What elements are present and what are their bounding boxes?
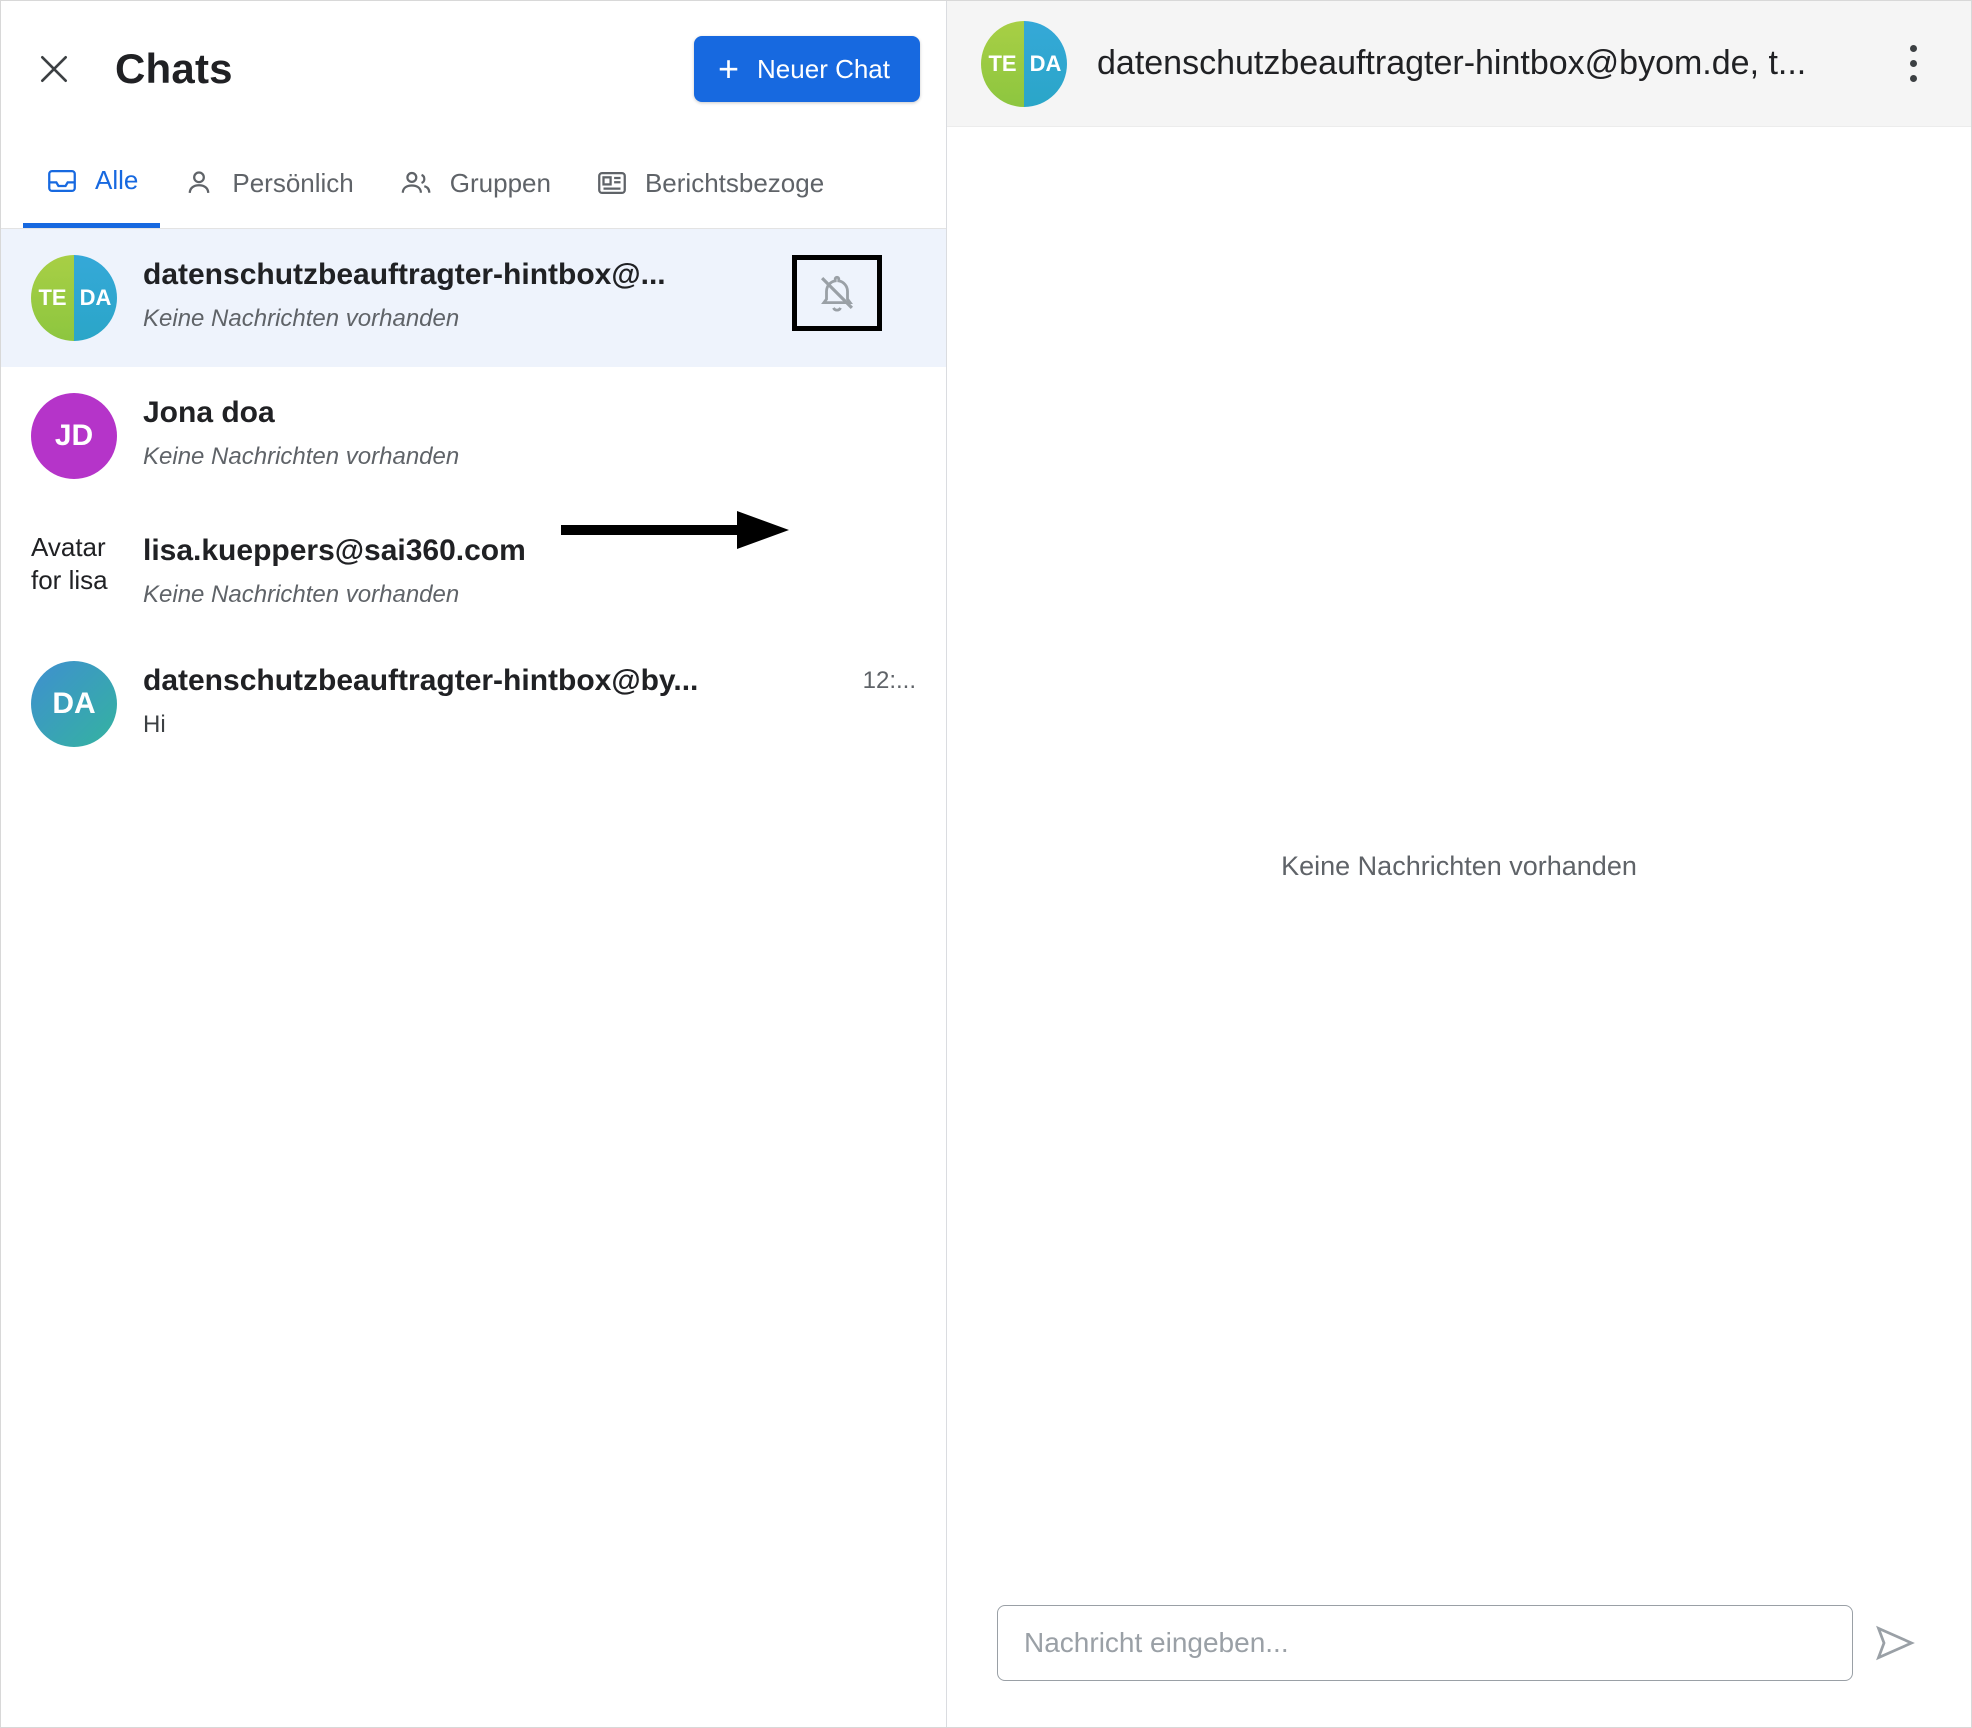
people-icon	[398, 166, 434, 200]
chat-preview: Keine Nachrichten vorhanden	[143, 581, 460, 608]
chat-preview: Hi	[143, 711, 166, 738]
avatar	[31, 255, 117, 341]
plus-icon: +	[718, 48, 740, 89]
chat-name: Jona doa	[143, 396, 275, 429]
chat-preview: Keine Nachrichten vorhanden	[143, 305, 460, 332]
list-item-body	[143, 661, 847, 739]
avatar-alt-text: Avatar for lisa	[31, 532, 108, 595]
new-chat-label: Neuer Chat	[757, 53, 890, 84]
chat-list-panel	[1, 1, 947, 1727]
send-icon	[1873, 1621, 1917, 1665]
list-item[interactable]	[1, 635, 946, 773]
kebab-dot	[1910, 45, 1917, 52]
close-icon-glyph	[34, 49, 74, 89]
list-item-body	[143, 531, 916, 609]
conversation-panel	[947, 1, 1971, 1727]
article-icon	[595, 166, 629, 200]
chat-preview: Keine Nachrichten vorhanden	[143, 443, 460, 470]
send-button[interactable]	[1853, 1605, 1937, 1681]
avatar-initials-left: TE	[31, 255, 74, 341]
tab-persoenlich[interactable]	[160, 138, 375, 228]
tab-gruppen[interactable]	[376, 138, 573, 228]
avatar-initials: DA	[52, 687, 96, 720]
message-area	[947, 127, 1971, 1605]
message-input[interactable]	[997, 1605, 1853, 1681]
chat-list-header	[1, 1, 946, 137]
tab-alle[interactable]	[23, 138, 160, 228]
chat-timestamp: 12:...	[862, 667, 916, 694]
conversation-header	[947, 1, 1971, 127]
close-icon[interactable]	[31, 46, 77, 92]
chat-list	[1, 229, 946, 1727]
kebab-dot	[1910, 60, 1917, 67]
list-item-body	[143, 393, 916, 471]
tab-berichtsbezogen-label: Berichtsbezoge	[644, 167, 825, 198]
avatar	[981, 21, 1067, 107]
list-item[interactable]	[1, 229, 946, 367]
avatar-initials: JD	[54, 419, 94, 452]
list-item[interactable]	[1, 367, 946, 505]
chat-name: datenschutzbeauftragter-hintbox@...	[143, 258, 666, 291]
conversation-title: datenschutzbeauftragter-hintbox@byom.de, t...	[1097, 44, 1807, 82]
list-item[interactable]	[1, 505, 946, 635]
mute-chat-button[interactable]	[792, 255, 882, 331]
chat-filter-tabs	[1, 137, 946, 229]
message-composer	[947, 1605, 1971, 1727]
person-icon	[182, 166, 216, 200]
avatar-initials-right: DA	[1024, 21, 1067, 107]
avatar	[31, 393, 117, 479]
empty-state-text: Keine Nachrichten vorhanden	[1281, 850, 1637, 881]
tab-berichtsbezogen[interactable]	[573, 138, 846, 228]
inbox-icon	[45, 164, 79, 198]
tab-alle-label: Alle	[95, 165, 139, 195]
more-vertical-icon[interactable]	[1885, 28, 1941, 100]
bell-off-icon	[816, 272, 858, 314]
new-chat-button[interactable]	[694, 36, 920, 102]
avatar-initials-left: TE	[981, 21, 1024, 107]
avatar	[31, 661, 117, 747]
tab-gruppen-label: Gruppen	[449, 167, 551, 198]
tab-persoenlich-label: Persönlich	[232, 167, 354, 198]
avatar-initials-right: DA	[74, 255, 117, 341]
chat-name: datenschutzbeauftragter-hintbox@by...	[143, 664, 699, 697]
chat-name: lisa.kueppers@sai360.com	[143, 534, 526, 567]
page-title: Chats	[115, 45, 233, 92]
kebab-dot	[1910, 75, 1917, 82]
